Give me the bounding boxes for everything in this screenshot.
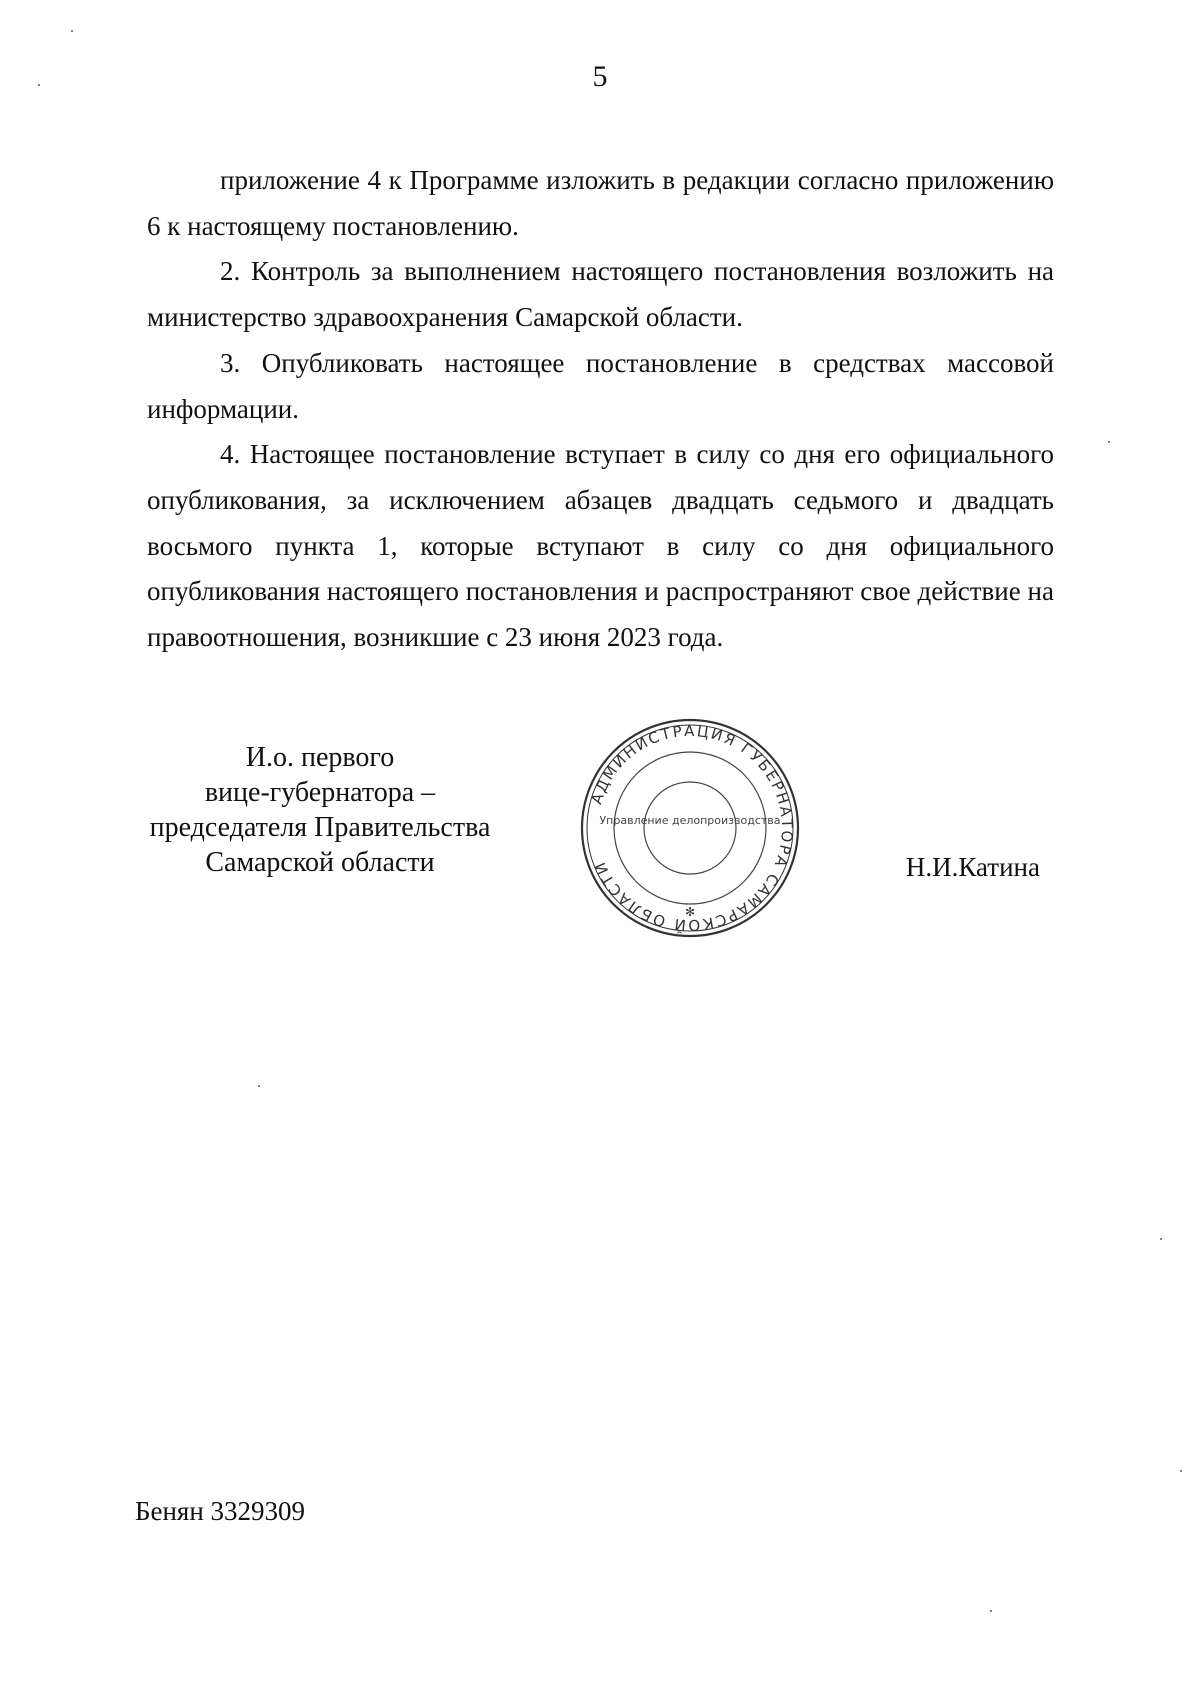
- signer-name: Н.И.Катина: [905, 852, 1040, 882]
- paragraph-1: приложение 4 к Программе изложить в редакции согласно приложению 6 к настоящему постановлению.: [147, 165, 1054, 241]
- scan-speck: [38, 84, 40, 86]
- seal-outer-text: АДМИНИСТРАЦИЯ ГУБЕРНАТОРА САМАРСКОЙ ОБЛАСТИ: [587, 721, 797, 935]
- svg-text:✻: ✻: [684, 905, 696, 919]
- paragraph-2: 2. Контроль за выполнением настоящего постановления возложить на министерство здравоохранения Самарской области.: [147, 256, 1054, 333]
- scan-speck: [990, 1610, 992, 1612]
- scan-speck: [1108, 441, 1110, 443]
- scan-speck: [258, 1085, 260, 1087]
- scan-speck: [1160, 1238, 1162, 1240]
- scan-speck: [71, 30, 73, 32]
- scan-speck: [1180, 1470, 1182, 1472]
- body-text: [147, 158, 1054, 661]
- signature-title: [130, 740, 510, 880]
- official-seal: [578, 716, 802, 940]
- footer-code: Бенян 3329309: [135, 1496, 306, 1526]
- signature-title-line: председателя Правительства: [149, 812, 491, 843]
- signature-title-line: Самарской области: [205, 847, 435, 878]
- paragraph-3: 3. Опубликовать настоящее постановление в средствах массовой информации.: [147, 347, 1054, 424]
- paragraph-4: 4. Настоящее постановление вступает в силу со дня его официального опубликования, за исключением абзацев двадцать седьмого и двадцать восьмого пункта 1, которые вступают в силу со дня официального опубликования настоящего постановления и распространяют свое действие на правоотношения, возникшие с 23 июня 2023 года.: [147, 439, 1054, 653]
- signature-title-line: вице-губернатора –: [204, 777, 436, 808]
- svg-text:АДМИНИСТРАЦИЯ ГУБЕРНАТОРА САМА: [587, 722, 796, 935]
- signature-title-line: И.о. первого: [245, 742, 395, 773]
- page-number: 5: [592, 60, 608, 93]
- seal-inner-text: Управление делопроизводства: [599, 814, 781, 827]
